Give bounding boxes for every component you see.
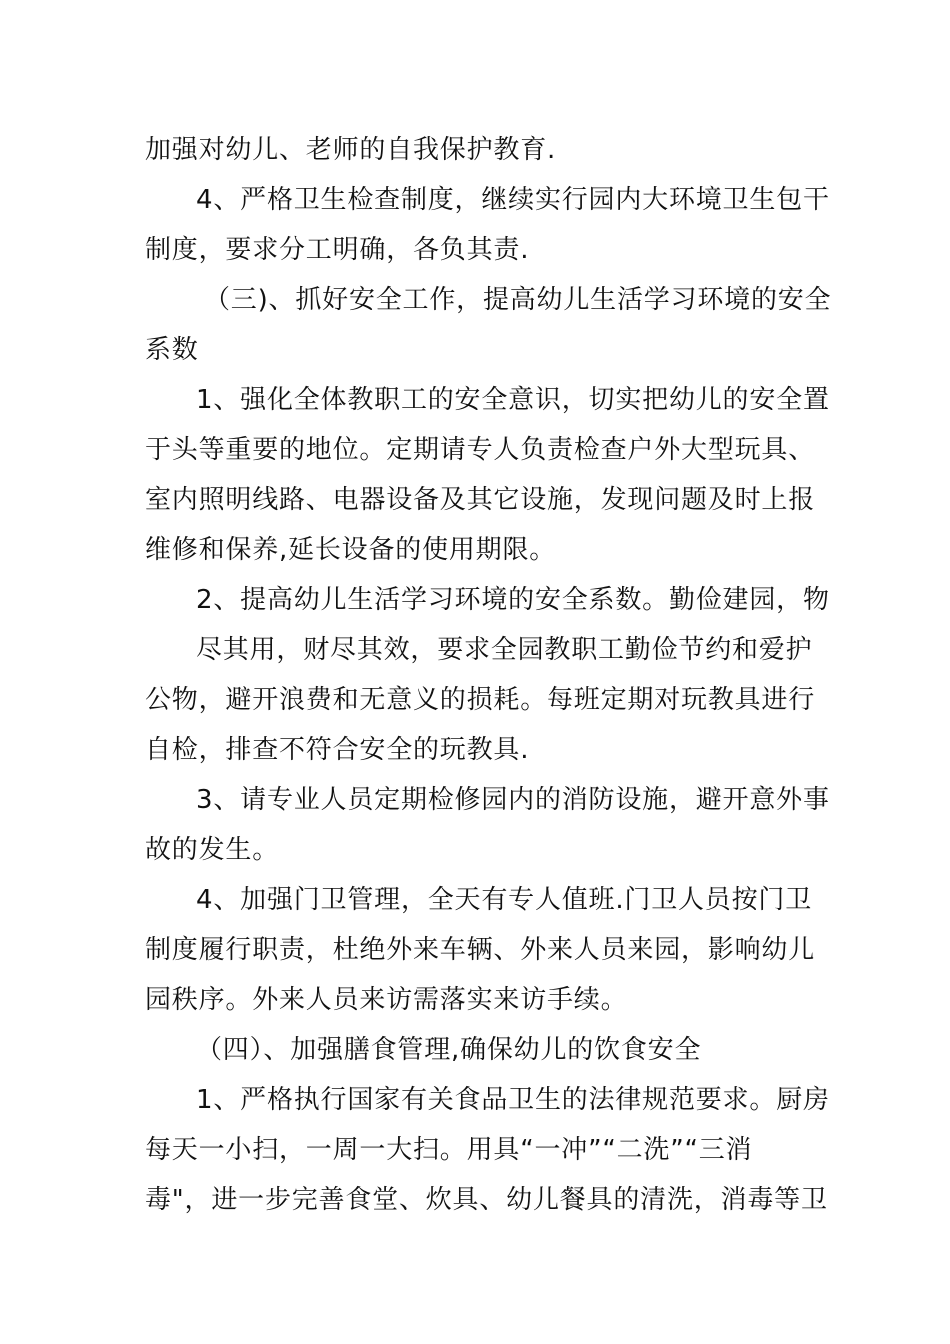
text-line: 每天一小扫，一周一大扫。用具“一冲”“二洗”“三消 xyxy=(145,1135,753,1165)
text-line: 制度，要求分工明确，各负其责. xyxy=(145,235,530,265)
text-line: 园秩序。外来人员来访需落实来访手续。 xyxy=(145,985,628,1015)
text-line: 1、严格执行国家有关食品卫生的法律规范要求。厨房 xyxy=(196,1085,830,1115)
section-heading: （四）、加强膳食管理,确保幼儿的饮食安全 xyxy=(196,1035,702,1065)
text-line: 4、严格卫生检查制度，继续实行园内大环境卫生包干 xyxy=(196,185,830,215)
text-line: 故的发生。 xyxy=(145,835,280,865)
text-line: 加强对幼儿、老师的自我保护教育. xyxy=(145,135,557,165)
text-line: 维修和保养,延长设备的使用期限。 xyxy=(145,535,557,565)
text-line: 1、强化全体教职工的安全意识，切实把幼儿的安全置 xyxy=(196,385,830,415)
text-line: 公物，避开浪费和无意义的损耗。每班定期对玩教具进行 xyxy=(145,685,816,715)
section-heading: （三)、抓好安全工作，提高幼儿生活学习环境的安全 xyxy=(204,285,832,315)
text-line: 制度履行职责，杜绝外来车辆、外来人员来园，影响幼儿 xyxy=(145,935,816,965)
text-line: 4、加强门卫管理，全天有专人值班.门卫人员按门卫 xyxy=(196,885,813,915)
text-line: 自检，排查不符合安全的玩教具. xyxy=(145,735,530,765)
text-line: 2、提高幼儿生活学习环境的安全系数。勤俭建园，物 xyxy=(196,585,830,615)
section-heading-continued: 系数 xyxy=(145,335,199,365)
text-line: 于头等重要的地位。定期请专人负责检查户外大型玩具、 xyxy=(145,435,816,465)
text-line: 尽其用，财尽其效，要求全园教职工勤俭节约和爱护 xyxy=(196,635,813,665)
text-line: 毒"，进一步完善食堂、炊具、幼儿餐具的清洗，消毒等卫 xyxy=(145,1185,828,1215)
text-line: 室内照明线路、电器设备及其它设施，发现问题及时上报 xyxy=(145,485,816,515)
text-line: 3、请专业人员定期检修园内的消防设施，避开意外事 xyxy=(196,785,830,815)
